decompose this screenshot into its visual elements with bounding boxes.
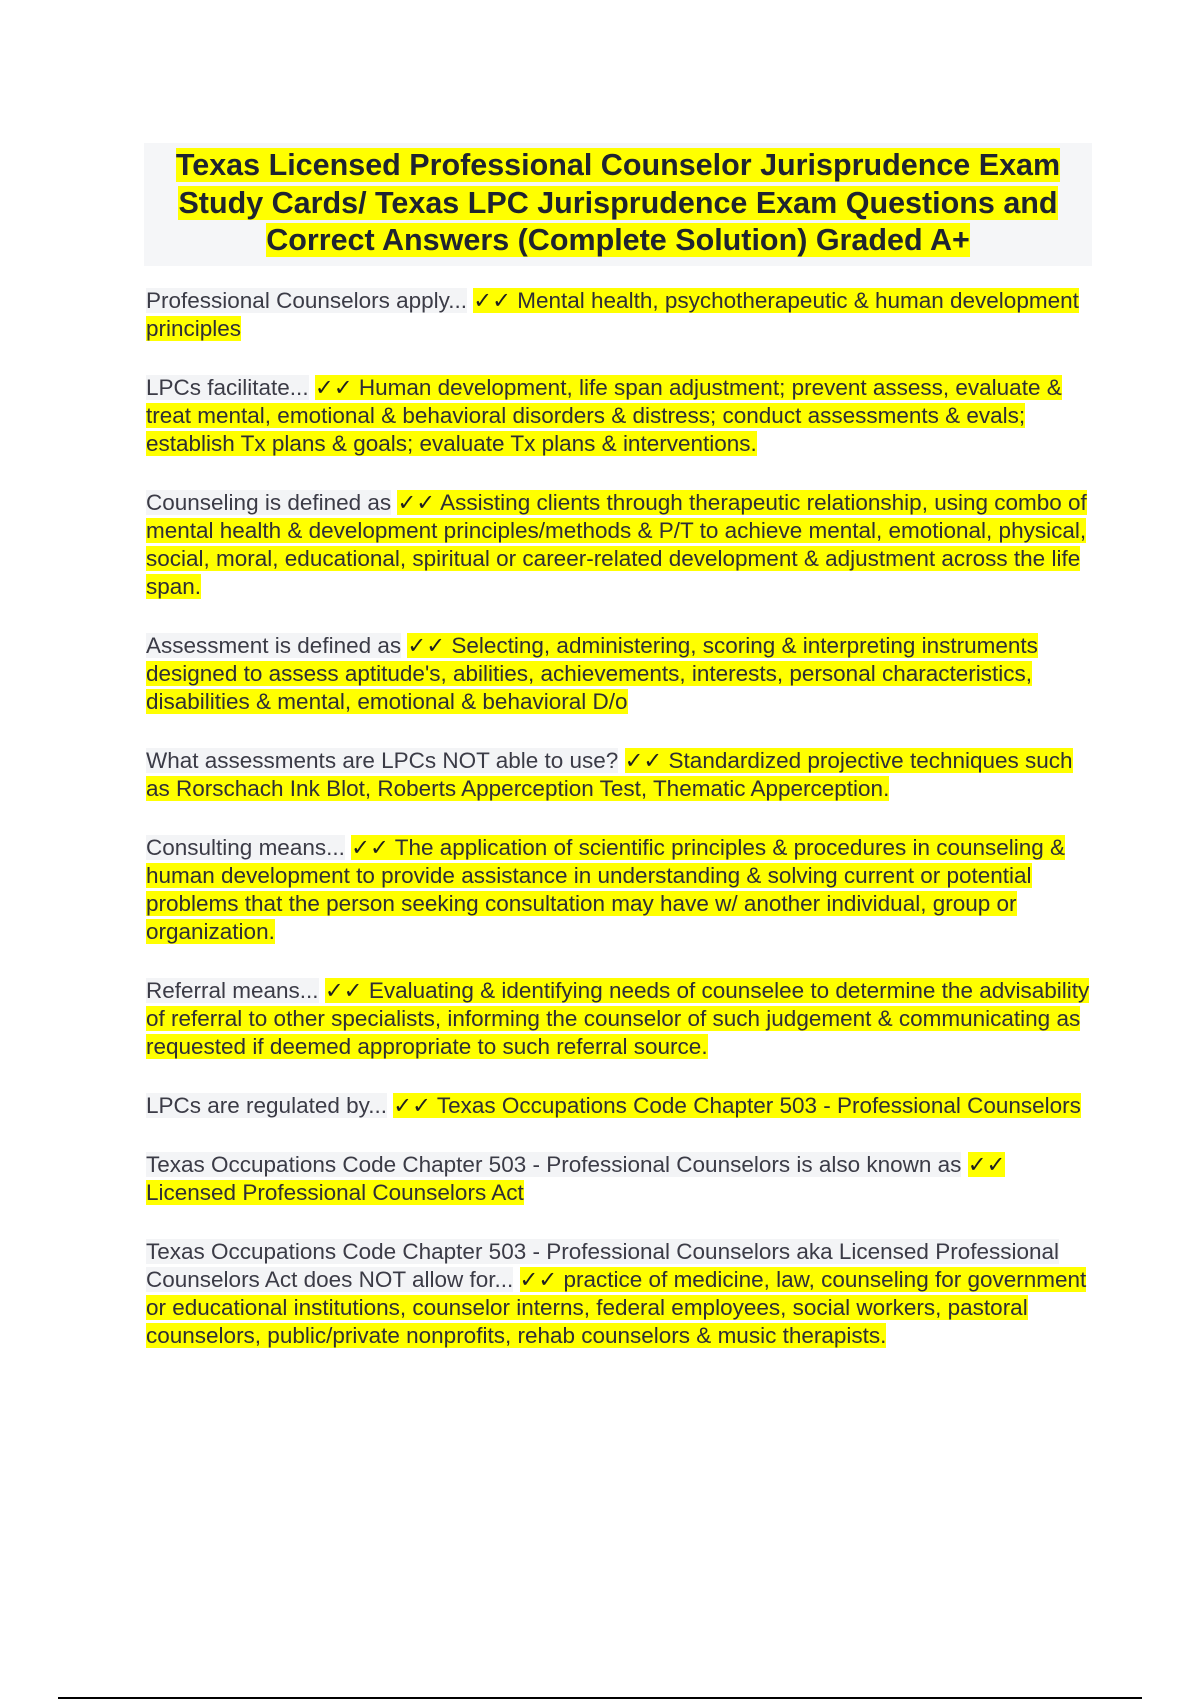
study-card xyxy=(146,632,1092,716)
card-question: Counseling is defined as xyxy=(146,490,392,515)
card-question: Referral means... xyxy=(146,978,319,1003)
card-answer: Standardized projective techniques such as Rorschach Ink Blot, Roberts Apperception Test, Thematic Apperception. xyxy=(146,748,1073,801)
card-question: LPCs are regulated by... xyxy=(146,1093,387,1118)
document-title xyxy=(144,147,1092,260)
double-check-icon: ✓✓ xyxy=(393,1093,431,1119)
study-card xyxy=(146,747,1092,803)
card-answer: Evaluating & identifying needs of counselee to determine the advisability of referral to other specialists, informing the counselor of such judgement & communicating as requested if deemed appropriate to such referral source. xyxy=(146,978,1090,1059)
double-check-icon: ✓✓ xyxy=(314,375,353,401)
card-answer: The application of scientific principles & procedures in counseling & human development to provide assistance in understanding & solving current or potential problems that the person seeking consultation may have w/ another individual, group or organization. xyxy=(146,835,1066,944)
study-card xyxy=(146,1151,1092,1207)
card-answer: Assisting clients through therapeutic relationship, using combo of mental health & development principles/methods & P/T to achieve mental, emotional, physical, social, moral, educational, spiritual or career-related development & adjustment across the life span. xyxy=(146,490,1087,599)
double-check-icon: ✓✓ xyxy=(967,1152,1006,1178)
card-question: Texas Occupations Code Chapter 503 - Professional Counselors aka Licensed Professional Counselors Act does NOT allow for... xyxy=(146,1239,1060,1292)
double-check-icon: ✓✓ xyxy=(324,978,363,1004)
double-check-icon: ✓✓ xyxy=(407,633,446,659)
study-card-list xyxy=(146,287,1092,1381)
study-card xyxy=(146,1238,1092,1350)
card-answer: practice of medicine, law, counseling for government or educational institutions, counselor interns, federal employees, social workers, pastoral counselors, public/private nonprofits, rehab counselors & music therapists. xyxy=(146,1267,1087,1348)
footer-rule xyxy=(58,1697,1142,1699)
study-card xyxy=(146,287,1092,343)
double-check-icon: ✓✓ xyxy=(473,288,511,314)
double-check-icon: ✓✓ xyxy=(397,490,436,516)
document-title-text: Texas Licensed Professional Counselor Jurisprudence Exam Study Cards/ Texas LPC Jurisprudence Exam Questions and Correct Answers (Complete Solution) Graded A+ xyxy=(175,148,1061,257)
double-check-icon: ✓✓ xyxy=(351,835,389,861)
study-card xyxy=(146,834,1092,946)
title-block xyxy=(144,143,1092,266)
card-answer: Selecting, administering, scoring & interpreting instruments designed to assess aptitude's, abilities, achievements, interests, personal characteristics, disabilities & mental, emotional & behavioral D/o xyxy=(146,633,1038,714)
card-question: Texas Occupations Code Chapter 503 - Professional Counselors is also known as xyxy=(146,1152,962,1177)
card-answer: Human development, life span adjustment; prevent assess, evaluate & treat mental, emotional & behavioral disorders & distress; conduct assessments & evals; establish Tx plans & goals; evaluate Tx plans & interventions. xyxy=(146,375,1062,456)
card-question: Consulting means... xyxy=(146,835,345,860)
study-card xyxy=(146,1092,1092,1120)
card-answer: Mental health, psychotherapeutic & human development principles xyxy=(146,288,1079,341)
card-question: Assessment is defined as xyxy=(146,633,402,658)
card-question: Professional Counselors apply... xyxy=(146,288,467,313)
card-question: LPCs facilitate... xyxy=(146,375,309,400)
study-card xyxy=(146,489,1092,601)
study-card xyxy=(146,977,1092,1061)
study-card xyxy=(146,374,1092,458)
card-answer: Texas Occupations Code Chapter 503 - Professional Counselors xyxy=(436,1093,1081,1118)
card-answer-block xyxy=(393,1093,1081,1118)
card-question: What assessments are LPCs NOT able to use? xyxy=(146,748,619,773)
card-answer: Licensed Professional Counselors Act xyxy=(146,1180,524,1205)
double-check-icon: ✓✓ xyxy=(624,748,663,774)
double-check-icon: ✓✓ xyxy=(519,1267,558,1293)
